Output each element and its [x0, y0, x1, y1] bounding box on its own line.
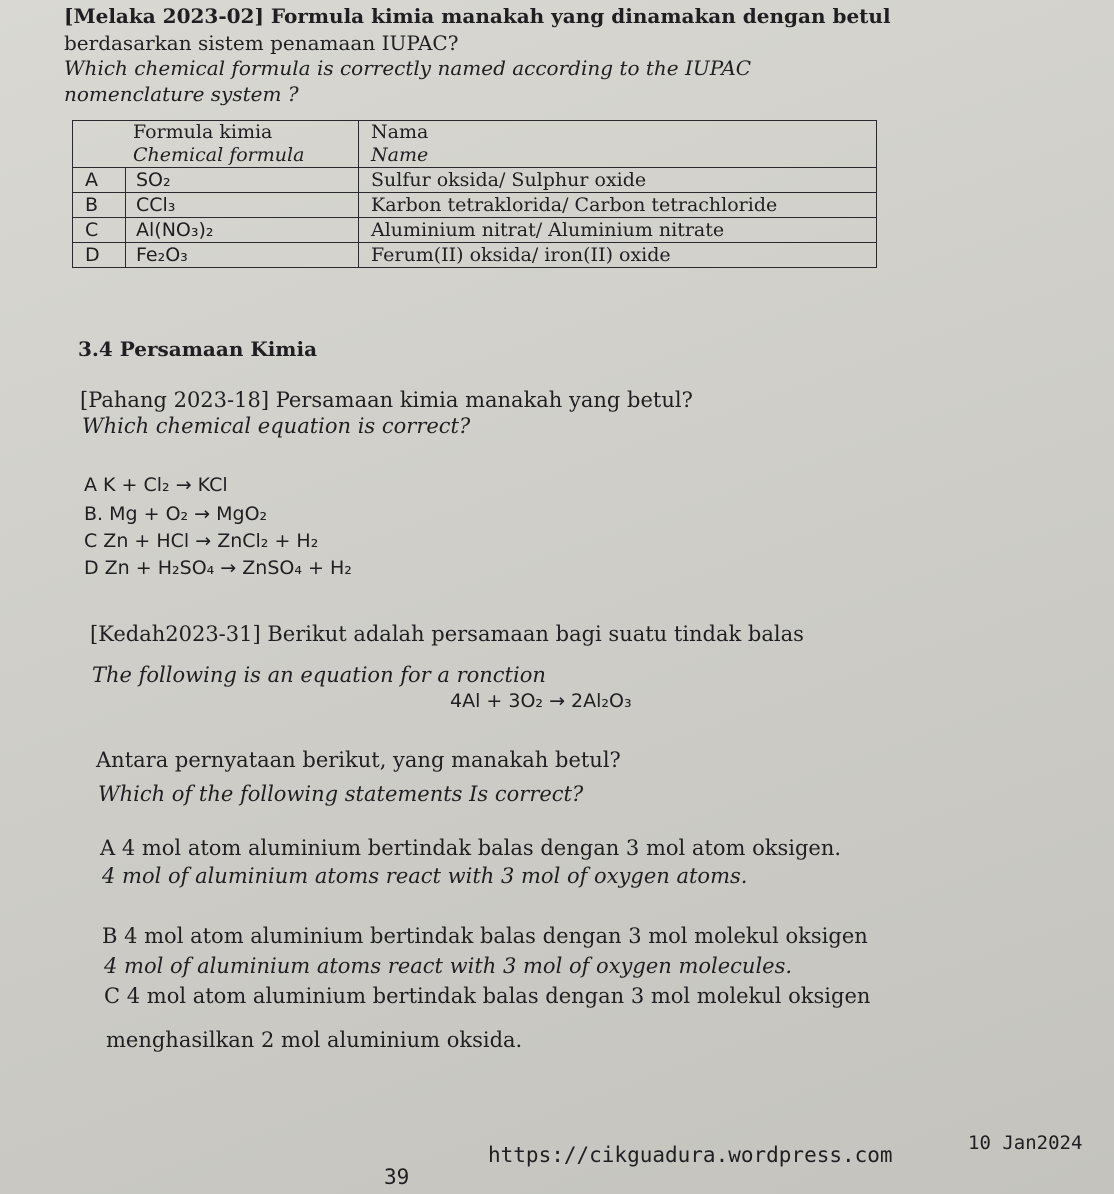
chemical-formula-table [72, 120, 877, 268]
option-c: C Zn + HCl → ZnCl₂ + H₂ [84, 530, 319, 552]
option-b: B. Mg + O₂ → MgO₂ [84, 503, 268, 525]
header-formula-ms: Formula kimia [133, 121, 273, 143]
question-pahang-text-ms: [Pahang 2023-18] Persamaan kimia manakah yang betul? [80, 388, 693, 412]
equation: 4Al + 3O₂ → 2Al₂O₃ [450, 690, 632, 712]
option-a: A K + Cl₂ → KCl [84, 474, 228, 496]
row-formula: Fe₂O₃ [126, 243, 359, 268]
table-row [73, 193, 877, 218]
row-name: Karbon tetraklorida/ Carbon tetrachloride [359, 193, 877, 218]
row-label: A [73, 168, 126, 193]
footer-date: 10 Jan2024 [968, 1132, 1083, 1154]
row-formula: CCl₃ [126, 193, 359, 218]
kedah-option-a-en: 4 mol of aluminium atoms react with 3 mol of oxygen atoms. [102, 864, 748, 888]
question-kedah-prompt-en: Which of the following statements Is correct? [98, 782, 584, 806]
kedah-option-b-ms: B 4 mol atom aluminium bertindak balas dengan 3 mol molekul oksigen [102, 924, 868, 948]
kedah-option-b-en: 4 mol of aluminium atoms react with 3 mol of oxygen molecules. [104, 954, 793, 978]
table-row [73, 243, 877, 268]
row-label: D [73, 243, 126, 268]
table-header-row [73, 121, 877, 168]
question-melaka-text-en: Which chemical formula is correctly named according to the IUPAC [64, 56, 752, 80]
question-pahang-text-en: Which chemical equation is correct? [82, 414, 471, 438]
kedah-option-c-ms: C 4 mol atom aluminium bertindak balas dengan 3 mol molekul oksigen [104, 984, 871, 1008]
kedah-option-a-ms: A 4 mol atom aluminium bertindak balas dengan 3 mol atom oksigen. [100, 836, 842, 860]
question-melaka-title: [Melaka 2023-02] Formula kimia manakah yang dinamakan dengan betul [64, 4, 891, 28]
header-name-en: Name [371, 144, 429, 166]
header-name-ms: Nama [371, 121, 429, 143]
header-name [359, 121, 877, 168]
row-name: Aluminium nitrat/ Aluminium nitrate [359, 218, 877, 243]
question-melaka-text-ms: berdasarkan sistem penamaan IUPAC? [64, 31, 459, 55]
question-melaka-text-en-2: nomenclature system ? [64, 82, 299, 106]
row-label: C [73, 218, 126, 243]
table-row [73, 218, 877, 243]
header-formula [73, 121, 359, 168]
question-kedah-text-en: The following is an equation for a ronction [92, 663, 546, 687]
row-formula: Al(NO₃)₂ [126, 218, 359, 243]
row-name: Sulfur oksida/ Sulphur oxide [359, 168, 877, 193]
footer-url: https://cikguadura.wordpress.com [488, 1143, 893, 1167]
section-title: 3.4 Persamaan Kimia [78, 337, 318, 361]
question-kedah-title: [Kedah2023-31] Berikut adalah persamaan bagi suatu tindak balas [90, 622, 804, 646]
table-row [73, 168, 877, 193]
row-name: Ferum(II) oksida/ iron(II) oxide [359, 243, 877, 268]
row-label: B [73, 193, 126, 218]
question-kedah-prompt-ms: Antara pernyataan berikut, yang manakah betul? [96, 748, 621, 772]
row-formula: SO₂ [126, 168, 359, 193]
page-number: 39 [384, 1165, 410, 1189]
header-formula-en: Chemical formula [133, 144, 305, 166]
question-pahang-title [80, 388, 693, 412]
kedah-option-c-ms-2: menghasilkan 2 mol aluminium oksida. [106, 1028, 523, 1052]
option-d: D Zn + H₂SO₄ → ZnSO₄ + H₂ [84, 557, 352, 579]
